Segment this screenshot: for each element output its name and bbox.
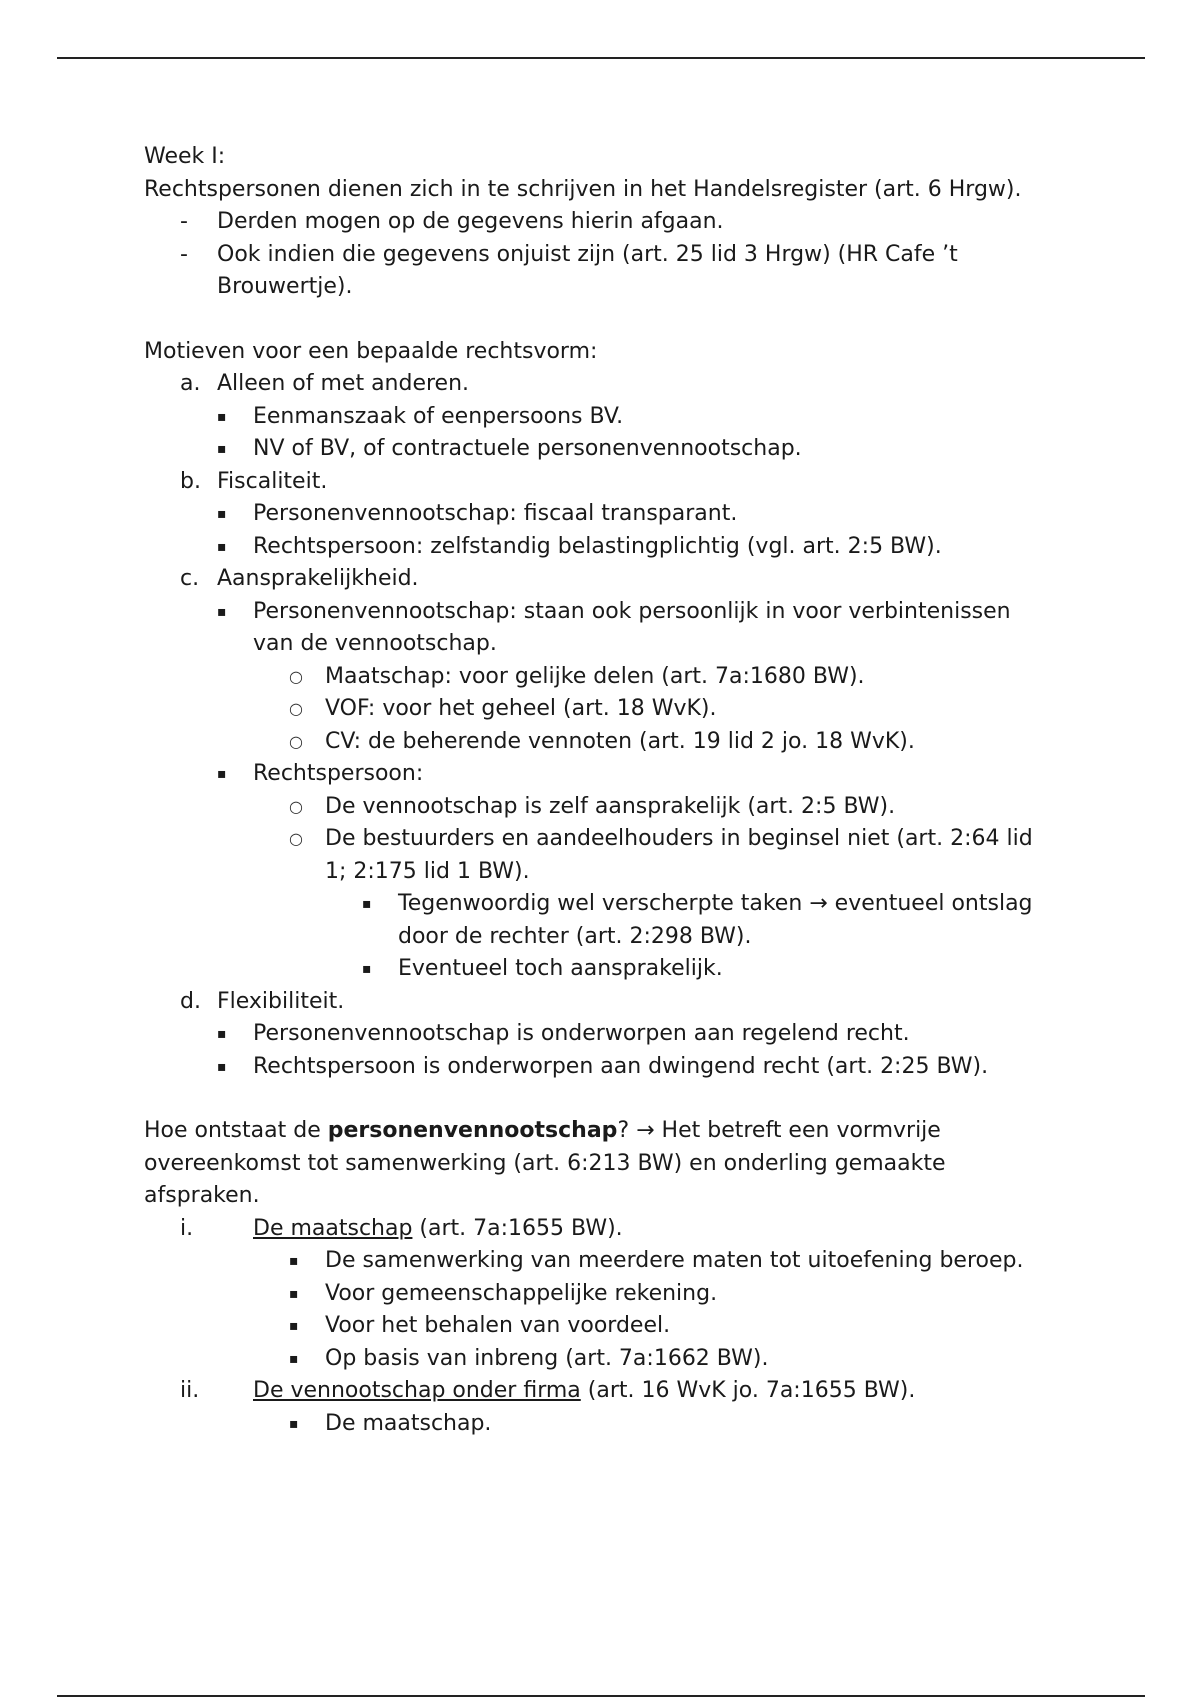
list-item: ○ De vennootschap is zelf aansprakelijk (art. 2:5 BW). — [144, 791, 1044, 824]
formation-paragraph: Hoe ontstaat de personenvennootschap? → Het betreft een vormvrije overeenkomst tot samenwerking (art. 6:213 BW) en onderling gemaakte afspraken. — [144, 1118, 946, 1208]
footer-rule — [57, 1695, 1145, 1697]
motive-a: a. Alleen of met anderen. — [180, 371, 470, 396]
dash-marker: - — [180, 209, 188, 234]
square-bullet-icon: ▪ — [289, 1415, 299, 1432]
list-item: ▪ Personenvennootschap: staan ook persoonlijk in voor verbintenissen van de vennootschap. — [144, 596, 1044, 661]
intro-paragraph: Rechtspersonen dienen zich in te schrijven in het Handelsregister (art. 6 Hrgw). — [144, 176, 1022, 202]
motive-d: d. Flexibiliteit. — [180, 988, 345, 1014]
document-body — [144, 141, 1044, 1440]
list-item: ▪ Eenmanszaak of eenpersoons BV. — [144, 401, 1044, 434]
list-item: ▪ De maatschap. — [144, 1408, 1044, 1441]
square-bullet-icon: ▪ — [217, 1026, 227, 1042]
list-item: ▪ Personenvennootschap is onderworpen aan regelend recht. — [144, 1018, 1044, 1051]
week-heading: Week I: — [144, 144, 226, 169]
dash-marker: - — [180, 241, 188, 267]
square-bullet-icon: ▪ — [289, 1253, 299, 1269]
motives-title: Motieven voor een bepaalde rechtsvorm: — [144, 338, 598, 364]
list-item: ▪ NV of BV, of contractuele personenvennootschap. — [144, 433, 1044, 466]
square-bullet-icon: ▪ — [362, 961, 372, 977]
square-bullet-icon: ▪ — [217, 441, 227, 457]
motive-c: c. Aansprakelijkheid. — [180, 566, 419, 591]
circle-bullet-icon: ○ — [289, 829, 303, 848]
square-bullet-icon: ▪ — [217, 603, 227, 620]
list-item: ▪ Rechtspersoon is onderworpen aan dwingend recht (art. 2:25 BW). — [144, 1051, 1044, 1084]
square-bullet-icon: ▪ — [362, 896, 372, 912]
circle-bullet-icon: ○ — [289, 666, 303, 686]
form-ii: ii. De vennootschap onder firma (art. 16 WvK jo. 7a:1655 BW). — [180, 1378, 916, 1403]
motive-b: b. Fiscaliteit. — [180, 468, 328, 494]
form-i: i. De maatschap (art. 7a:1655 BW). — [180, 1215, 623, 1241]
list-item: ▪ Eventueel toch aansprakelijk. — [144, 953, 1044, 986]
list-item: ▪ Tegenwoordig wel verscherpte taken → eventueel ontslag door de rechter (art. 2:298 BW). — [144, 888, 1044, 953]
list-item: ○ Maatschap: voor gelijke delen (art. 7a:1680 BW). — [144, 661, 1044, 694]
square-bullet-icon: ▪ — [217, 506, 227, 522]
circle-bullet-icon: ○ — [289, 796, 303, 816]
list-item: ▪ Personenvennootschap: fiscaal transparant. — [144, 498, 1044, 531]
list-item: ▪ Rechtspersoon: zelfstandig belastingplichtig (vgl. art. 2:5 BW). — [144, 531, 1044, 564]
circle-bullet-icon: ○ — [289, 699, 303, 718]
square-bullet-icon: ▪ — [217, 1058, 227, 1075]
circle-bullet-icon: ○ — [289, 731, 303, 751]
list-item: ▪ Voor gemeenschappelijke rekening. — [144, 1278, 1044, 1311]
square-bullet-icon: ▪ — [289, 1285, 299, 1302]
square-bullet-icon: ▪ — [217, 538, 227, 555]
list-item: - Derden mogen op de gegevens hierin afgaan. — [144, 206, 1044, 239]
list-item: ○ CV: de beherende vennoten (art. 19 lid 2 jo. 18 WvK). — [144, 726, 1044, 759]
list-item: ▪ Op basis van inbreng (art. 7a:1662 BW). — [144, 1343, 1044, 1376]
list-item: ▪ Rechtspersoon: — [144, 758, 1044, 791]
list-item: - Ook indien die gegevens onjuist zijn (art. 25 lid 3 Hrgw) (HR Cafe ’t Brouwertje). — [144, 239, 1044, 304]
list-item: ○ VOF: voor het geheel (art. 18 WvK). — [144, 693, 1044, 726]
square-bullet-icon: ▪ — [217, 408, 227, 425]
list-item: ○ De bestuurders en aandeelhouders in beginsel niet (art. 2:64 lid 1; 2:175 lid 1 BW). — [144, 823, 1044, 888]
square-bullet-icon: ▪ — [289, 1350, 299, 1367]
square-bullet-icon: ▪ — [217, 766, 227, 782]
list-item: ▪ De samenwerking van meerdere maten tot uitoefening beroep. — [144, 1245, 1044, 1278]
list-item: ▪ Voor het behalen van voordeel. — [144, 1310, 1044, 1343]
square-bullet-icon: ▪ — [289, 1318, 299, 1334]
header-rule — [57, 57, 1145, 59]
